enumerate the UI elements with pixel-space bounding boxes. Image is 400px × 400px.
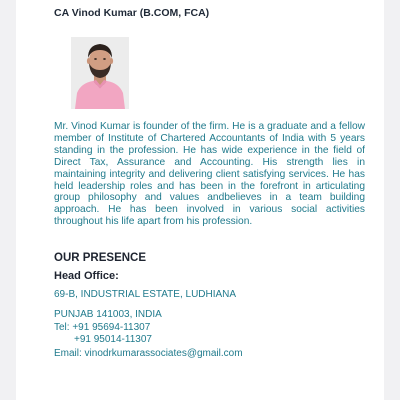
- email-line[interactable]: Email: vinodrkumarassociates@gmail.com: [54, 348, 243, 359]
- profile-photo-image: [71, 37, 129, 109]
- right-margin-panel: [384, 0, 400, 400]
- address-line-1: 69-B, INDUSTRIAL ESTATE, LUDHIANA: [54, 289, 237, 300]
- profile-page: [16, 0, 384, 400]
- left-margin-panel: [0, 0, 16, 400]
- phone-line-2[interactable]: +91 95014-11307: [74, 334, 152, 345]
- profile-photo: [71, 37, 129, 109]
- head-office-label: Head Office:: [54, 270, 119, 282]
- our-presence-heading: OUR PRESENCE: [54, 252, 147, 264]
- profile-name-heading: CA Vinod Kumar (B.COM, FCA): [54, 7, 210, 19]
- address-line-2: PUNJAB 141003, INDIA: [54, 309, 162, 320]
- profile-bio: Mr. Vinod Kumar is founder of the firm. He is a graduate and a fellow member of Institute of Chartered Accountants of India with 5 years standing in the profession. He has wide experience in the field of Direct Tax, Assurance and Accounting. His strength lies in maintaining integrity and delivering client satisfying services. He has held leadership roles and has been in the forefront in articulating group philosophy and values andbelieves in a team building approach. He has been involved in various social activities throughout his life apart from his profession.: [54, 121, 365, 228]
- phone-line-1[interactable]: Tel: +91 95694-11307: [54, 322, 151, 333]
